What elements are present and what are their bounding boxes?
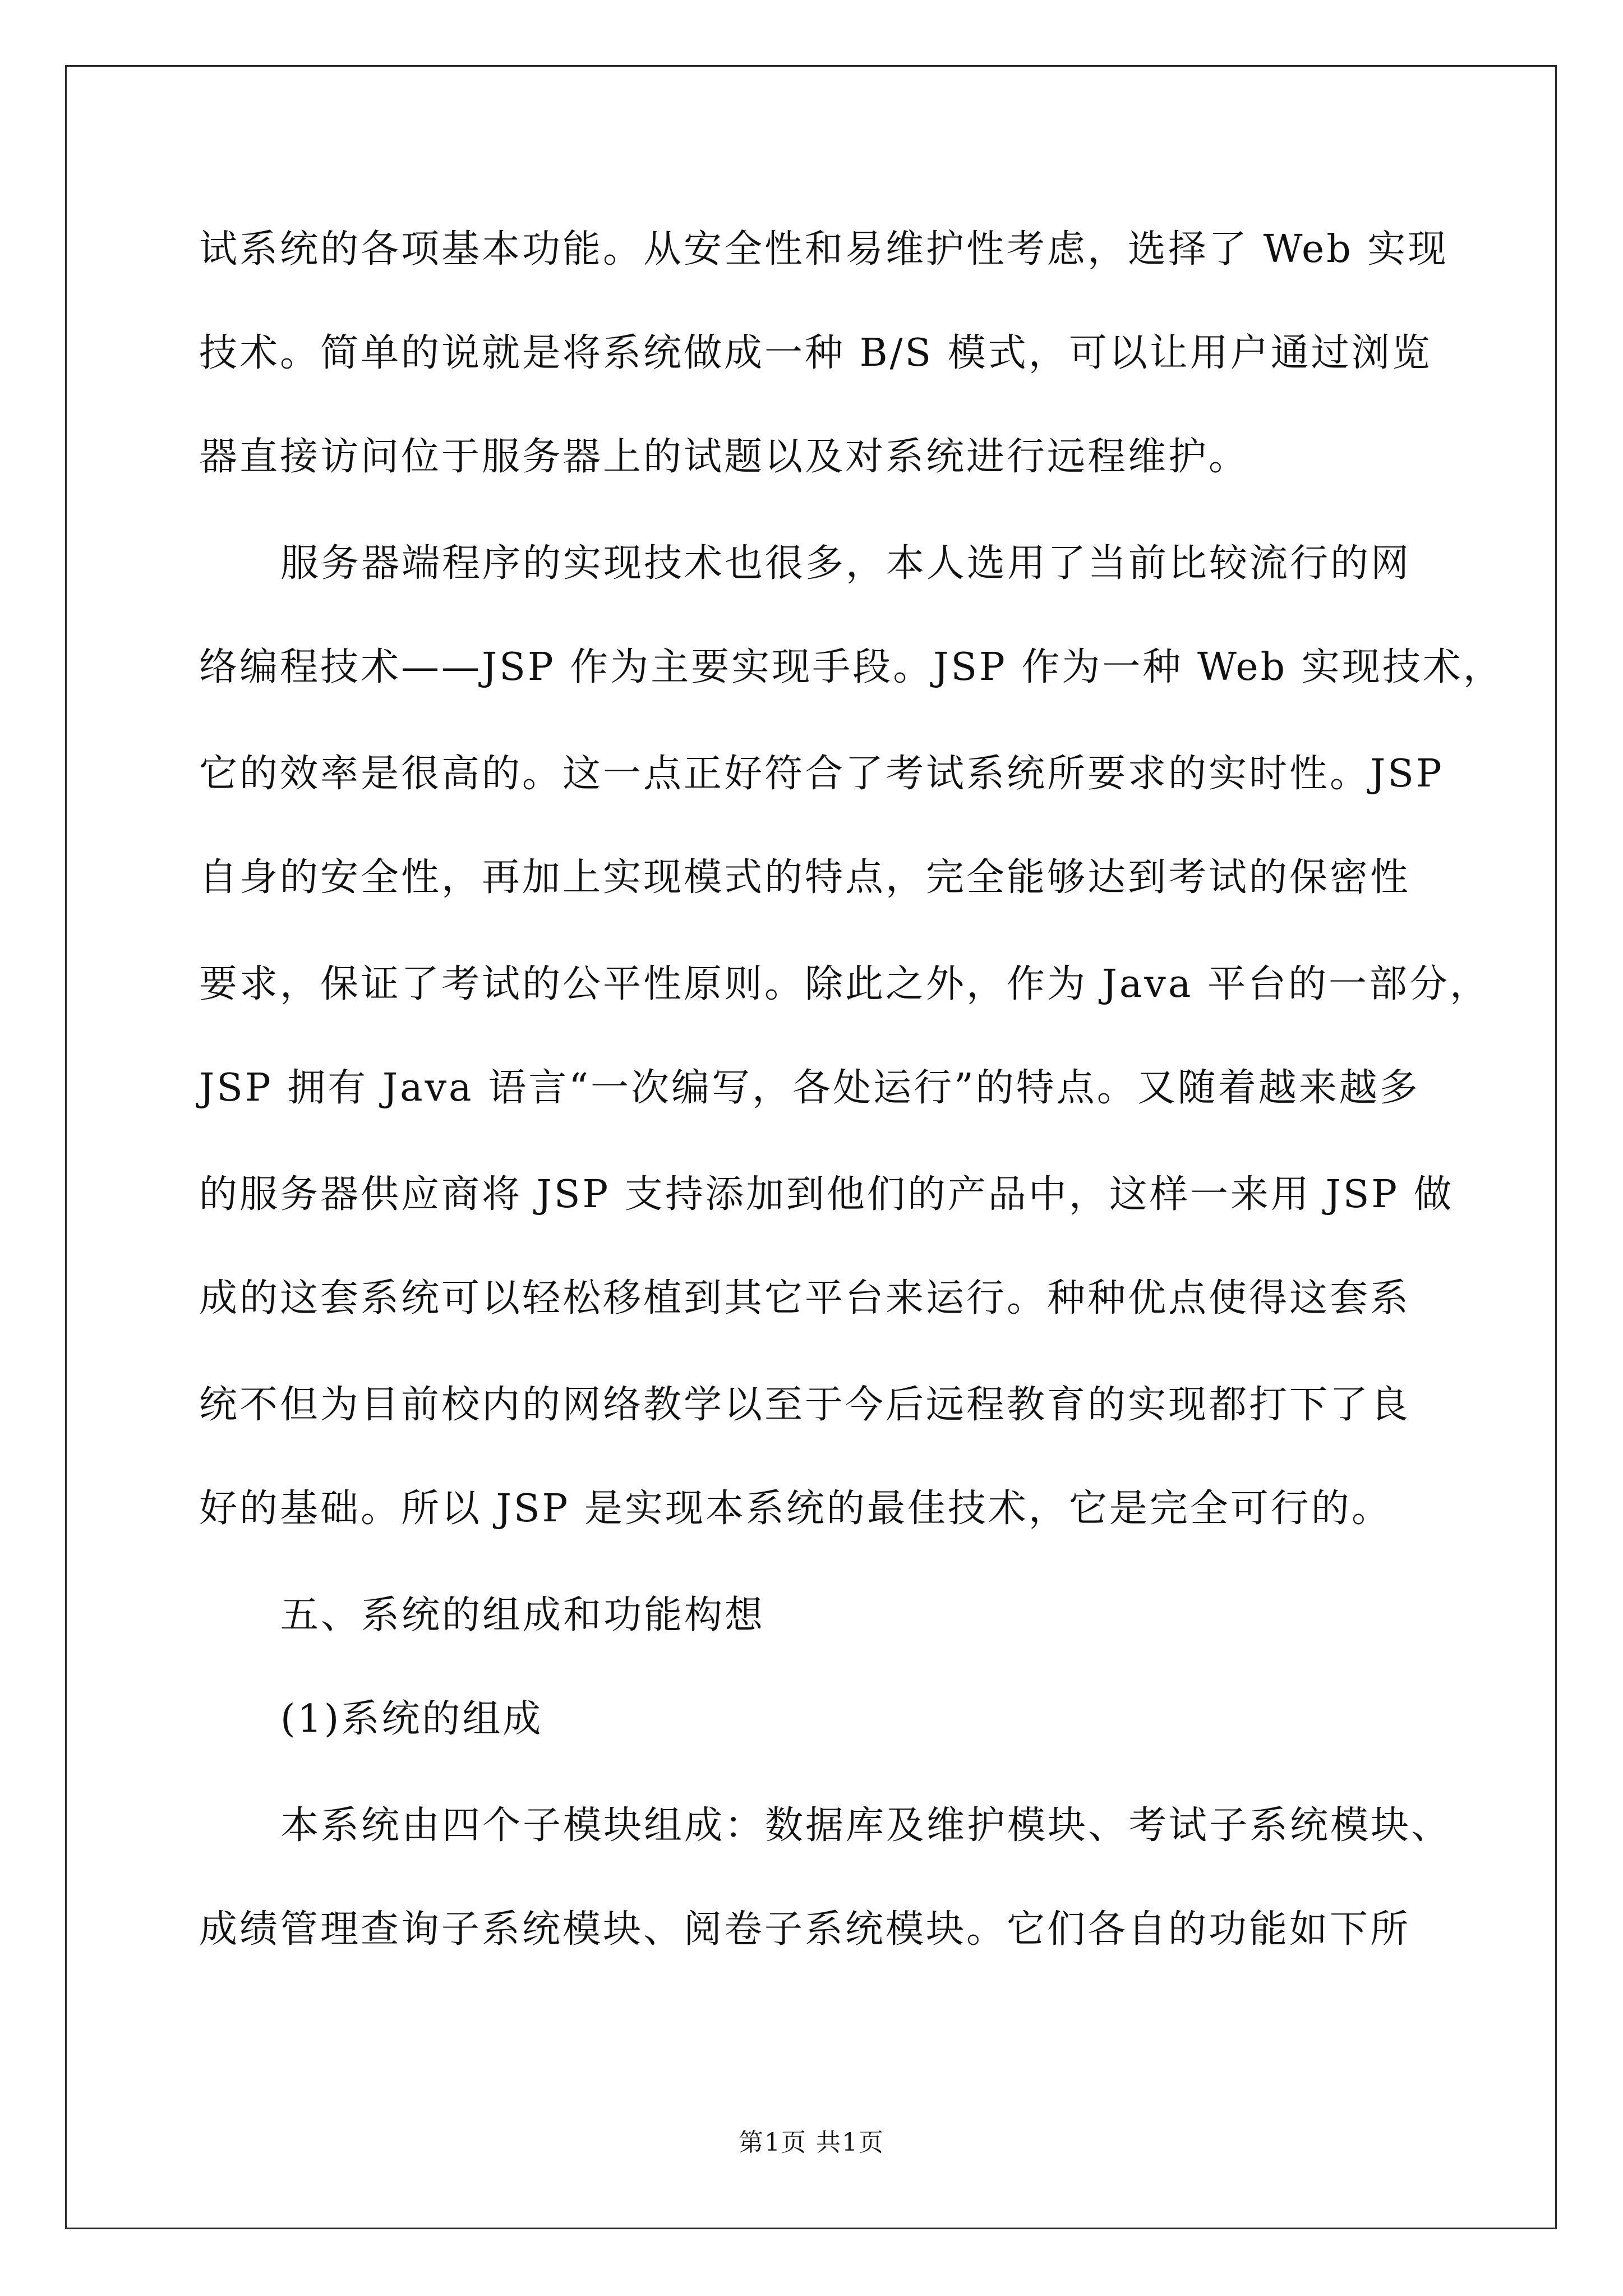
body-line-10: 的服务器供应商将 JSP 支持添加到他们的产品中，这样一来用 JSP 做 bbox=[199, 1172, 1454, 1217]
subsection-heading: (1)系统的组成 bbox=[280, 1697, 543, 1741]
body-line-6: 它的效率是很高的。这一点正好符合了考试系统所要求的实时性。JSP bbox=[199, 752, 1444, 796]
body-line-13: 好的基础。所以 JSP 是实现本系统的最佳技术，它是完全可行的。 bbox=[199, 1487, 1392, 1531]
body-line-3: 器直接访问位于服务器上的试题以及对系统进行远程维护。 bbox=[199, 435, 1249, 479]
body-line-12: 统不但为目前校内的网络教学以至于今后远程教育的实现都打下了良 bbox=[199, 1383, 1411, 1427]
body-line-4: 服务器端程序的实现技术也很多，本人选用了当前比较流行的网 bbox=[280, 541, 1412, 586]
body-line-9: JSP 拥有 Java 语言“一次编写，各处运行”的特点。又随着越来越多 bbox=[199, 1066, 1420, 1110]
body-line-15: 成绩管理查询子系统模块、阅卷子系统模块。它们各自的功能如下所 bbox=[199, 1907, 1411, 1952]
page-number-footer: 第1页 共1页 bbox=[739, 2128, 884, 2157]
body-line-8: 要求，保证了考试的公平性原则。除此之外，作为 Java 平台的一部分， bbox=[199, 962, 1490, 1006]
body-line-14: 本系统由四个子模块组成：数据库及维护模块、考试子系统模块、 bbox=[280, 1803, 1452, 1848]
body-line-2: 技术。简单的说就是将系统做成一种 B/S 模式，可以让用户通过浏览 bbox=[199, 331, 1432, 375]
body-line-11: 成的这套系统可以轻松移植到其它平台来运行。种种优点使得这套系 bbox=[199, 1276, 1411, 1320]
body-line-7: 自身的安全性，再加上实现模式的特点，完全能够达到考试的保密性 bbox=[199, 855, 1411, 900]
body-line-1: 试系统的各项基本功能。从安全性和易维护性考虑，选择了 Web 实现 bbox=[199, 227, 1449, 272]
section-heading: 五、系统的组成和功能构想 bbox=[280, 1593, 766, 1637]
body-line-5: 络编程技术——JSP 作为主要实现手段。JSP 作为一种 Web 实现技术， bbox=[199, 645, 1504, 689]
